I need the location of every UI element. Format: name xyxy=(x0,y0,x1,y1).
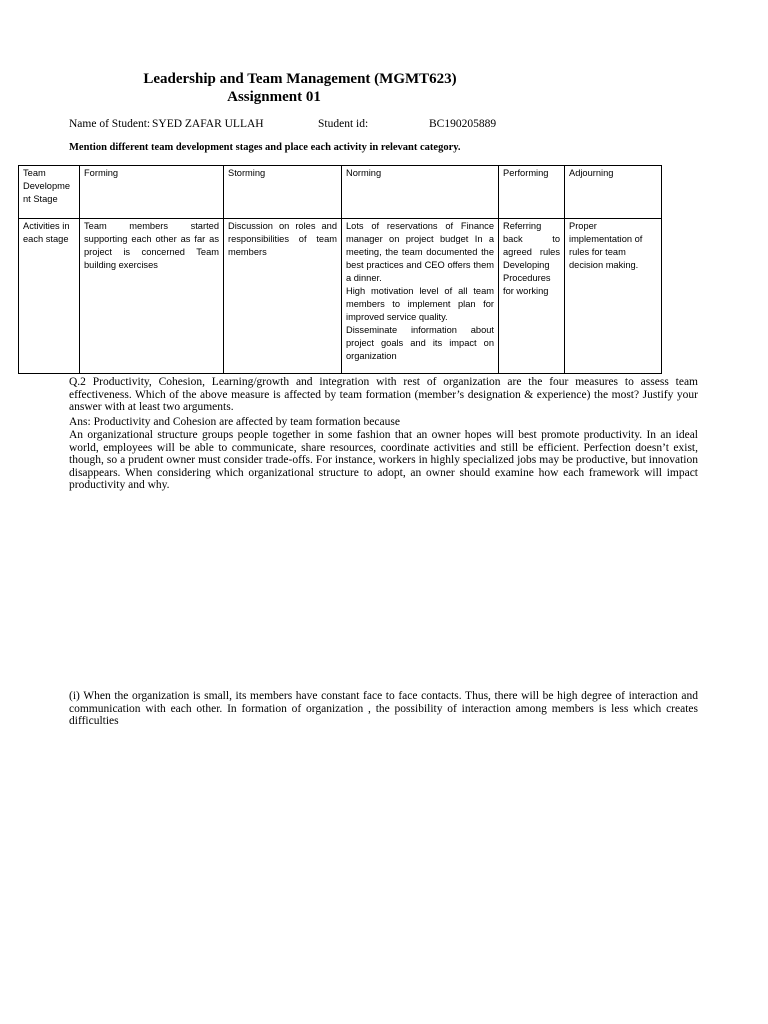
document-subtitle: Assignment 01 xyxy=(227,89,321,105)
answer-paragraph: An organizational structure groups people together in some fashion that an owner hopes will best promote productivity. In an ideal world, employees will be able to communicate, share resources, coordinate activities and still be efficient. Perfection doesn’t exist, though, so a prudent owner must consider trade-offs. For instance, workers in highly specialized jobs may be productive, but innovation disappears. When considering which organizational structure to adopt, an owner should examine how each framework will impact productivity and why. xyxy=(69,429,698,492)
question-instruction: Mention different team development stages and place each activity in relevant category. xyxy=(69,142,461,153)
stages-table xyxy=(18,165,662,374)
table-row xyxy=(19,219,662,374)
student-name-label: Name of Student: xyxy=(69,118,151,130)
adjourning-cell: Proper implementation of rules for team decision making. xyxy=(565,219,662,374)
student-name-value: SYED ZAFAR ULLAH xyxy=(152,118,264,130)
norming-item: Disseminate information about project goals and its impact on organization xyxy=(346,325,494,361)
row-label-cell: Activities in each stage xyxy=(19,219,80,374)
header-cell: Adjourning xyxy=(565,166,662,219)
norming-cell xyxy=(342,219,499,374)
norming-item: High motivation level of all team members to implement plan for improved service quality. xyxy=(346,286,494,322)
header-cell: Storming xyxy=(224,166,342,219)
answer-point-1: (i) When the organization is small, its members have constant face to face contacts. Thus, there will be high degree of interaction and communication with each other. In formation of organization , the possibility of interaction among members is less which creates difficulties xyxy=(69,690,698,728)
forming-cell: Team members started supporting each other as far as project is concerned Team building exercises xyxy=(80,219,224,374)
header-cell: Forming xyxy=(80,166,224,219)
student-id-label: Student id: xyxy=(318,118,369,130)
header-cell: Norming xyxy=(342,166,499,219)
question-2-text: Q.2 Productivity, Cohesion, Learning/growth and integration with rest of organization are the four measures to assess team effectiveness. Which of the above measure is affected by team formation (member’s designation & experience) the most? Justify your answer with at least two arguments. xyxy=(69,376,698,414)
norming-item: Lots of reservations of Finance manager on project budget In a meeting, the team documented the best practices and CEO offers them a dinner. xyxy=(346,221,494,283)
header-cell: Team Developme nt Stage xyxy=(19,166,80,219)
header-cell: Performing xyxy=(499,166,565,219)
performing-cell: Referring back to agreed rules Developing Procedures for working xyxy=(499,219,565,374)
answer-intro: Ans: Productivity and Cohesion are affected by team formation because xyxy=(69,416,400,428)
storming-cell: Discussion on roles and responsibilities of team members xyxy=(224,219,342,374)
student-id-value: BC190205889 xyxy=(429,118,497,130)
document-title: Leadership and Team Management (MGMT623) xyxy=(143,71,457,87)
table-header-row xyxy=(19,166,662,219)
